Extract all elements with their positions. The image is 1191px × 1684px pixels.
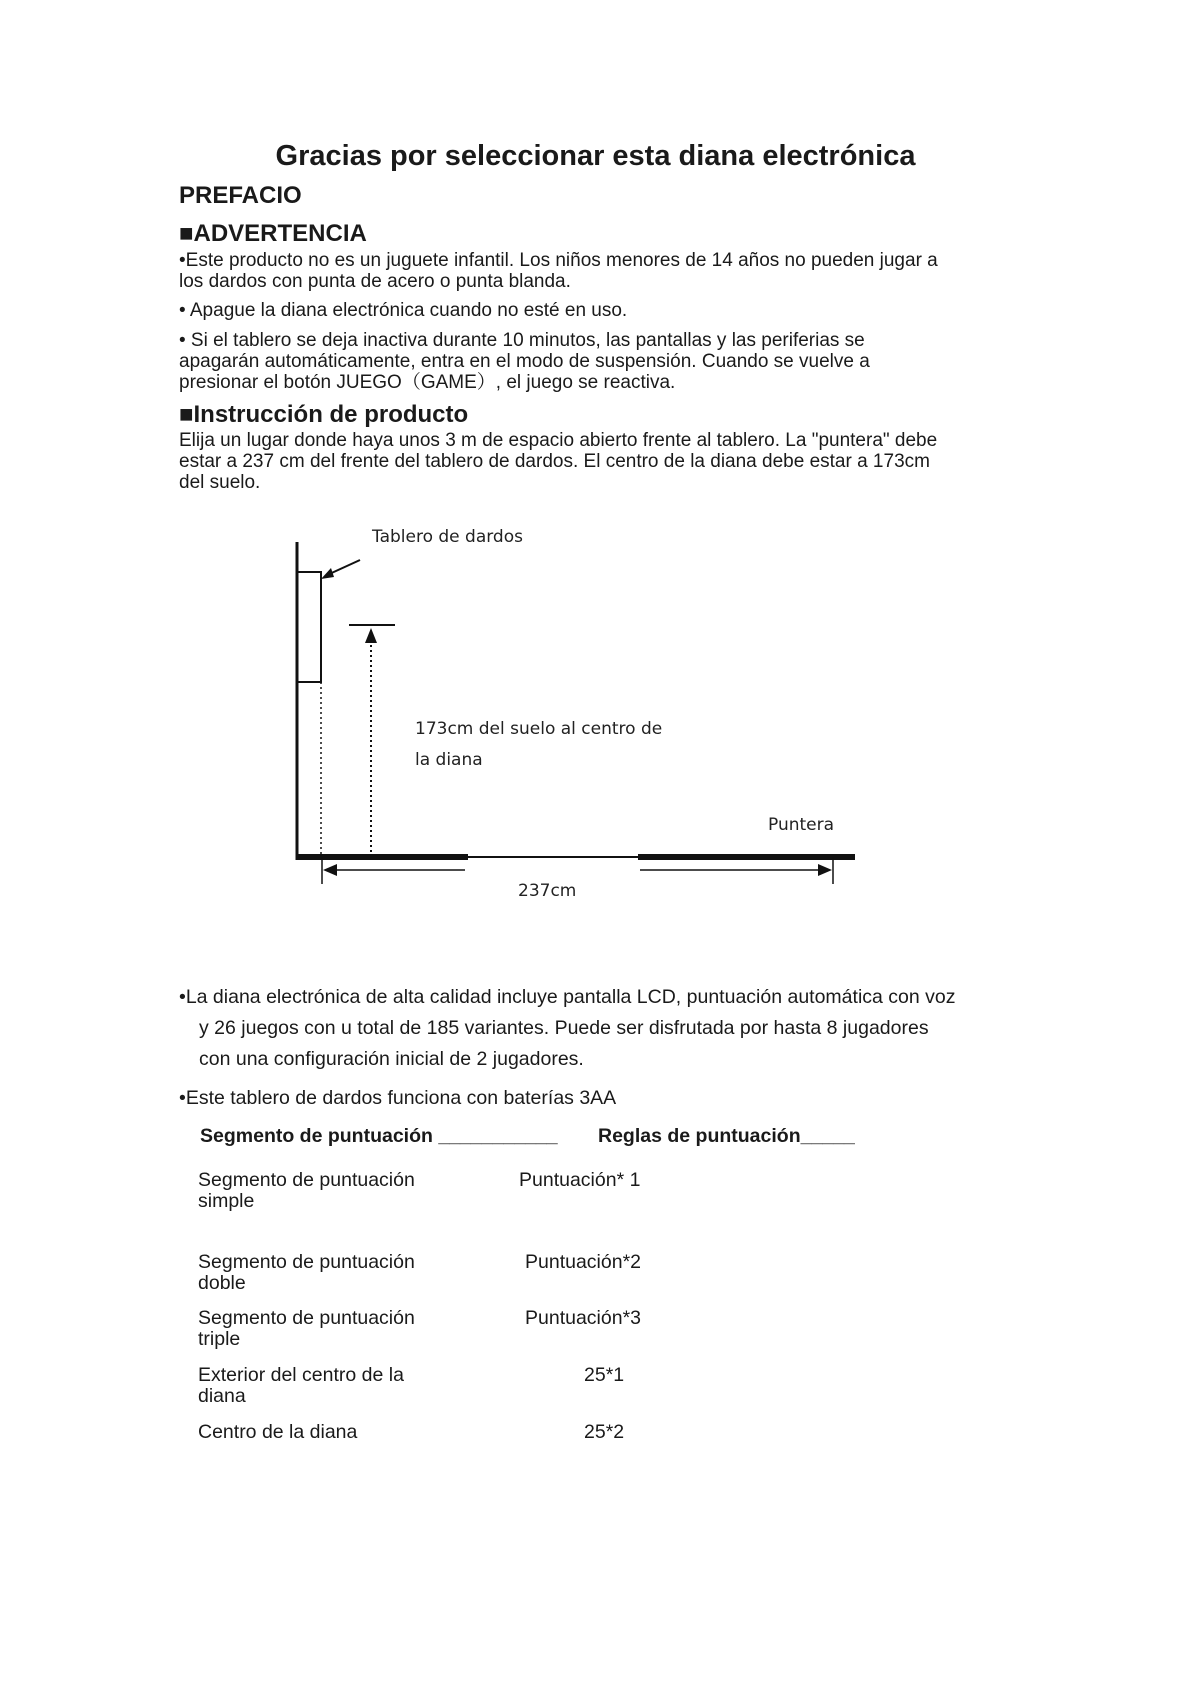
text-line: apagarán automáticamente, entra en el modo de suspensión. Cuando se vuelve a [179, 351, 870, 372]
table-cell-segment [198, 1252, 415, 1294]
warning-item [179, 250, 1029, 292]
puntera-label: Puntera [768, 815, 835, 835]
text-line: presionar el botón JUEGO（GAME）, el juego se reactiva. [179, 372, 676, 393]
board-label: Tablero de dardos [372, 527, 523, 547]
table-cell-rule: 25*2 [584, 1421, 625, 1443]
table-header-rules: Reglas de puntuación_____ [598, 1125, 855, 1147]
text-line: Centro de la diana [198, 1421, 358, 1443]
instruction-paragraph [179, 430, 1029, 493]
text-line: del suelo. [179, 472, 261, 493]
text-line: Segmento de puntuación [198, 1251, 415, 1273]
table-cell-rule: Puntuación*2 [525, 1251, 642, 1273]
text-line: triple [198, 1328, 241, 1350]
text-line: Exterior del centro de la [198, 1364, 404, 1386]
text-line: Segmento de puntuación [198, 1169, 415, 1191]
board-pointer-arrowhead [321, 568, 334, 579]
text-line: doble [198, 1272, 246, 1294]
dartboard-shape [297, 572, 321, 682]
distance-arrowhead-left [323, 864, 337, 876]
text-line: y 26 juegos con u total de 185 variantes. Puede ser disfrutada por hasta 8 jugadores [199, 1017, 929, 1039]
section-heading-advertencia: ■ADVERTENCIA [179, 220, 367, 247]
table-cell-segment [198, 1308, 415, 1350]
warning-item [179, 330, 1029, 393]
warning-item [179, 300, 1029, 321]
text-line: simple [198, 1190, 255, 1212]
table-cell-rule: 25*1 [584, 1364, 625, 1386]
batteries-note: •Este tablero de dardos funciona con baterías 3AA [179, 1087, 617, 1109]
section-heading-instruccion: ■Instrucción de producto [179, 401, 469, 428]
table-header-segment: Segmento de puntuación ___________ [200, 1125, 558, 1147]
distance-label: 237cm [518, 881, 577, 901]
table-cell-segment [198, 1422, 357, 1443]
text-line: •Este producto no es un juguete infantil. Los niños menores de 14 años no pueden jugar a [179, 250, 938, 271]
text-line: estar a 237 cm del frente del tablero de dardos. El centro de la diana debe estar a 173cm [179, 451, 930, 472]
section-heading-prefacio: PREFACIO [179, 182, 302, 209]
text-line: • Apague la diana electrónica cuando no esté en uso. [179, 300, 628, 321]
text-line: • Si el tablero se deja inactiva durante 10 minutos, las pantallas y las periferias se [179, 330, 865, 351]
page-title: Gracias por seleccionar esta diana electrónica [275, 140, 916, 172]
table-cell-rule: Puntuación*3 [525, 1307, 642, 1329]
table-cell-rule: Puntuación* 1 [519, 1169, 641, 1191]
height-label-line1: 173cm del suelo al centro de [415, 719, 663, 739]
text-line: diana [198, 1385, 246, 1407]
text-line: con una configuración inicial de 2 jugadores. [199, 1048, 584, 1070]
text-line: Elija un lugar donde haya unos 3 m de espacio abierto frente al tablero. La "puntera" debe [179, 430, 938, 451]
text-line: •La diana electrónica de alta calidad incluye pantalla LCD, puntuación automática con voz [179, 986, 956, 1008]
table-cell-segment [198, 1365, 404, 1407]
dartboard-placement-diagram [0, 500, 1191, 920]
features-paragraph [179, 982, 1039, 1075]
table-cell-segment [198, 1170, 415, 1212]
height-arrowhead [365, 628, 377, 643]
height-label-line2: la diana [415, 750, 483, 770]
text-line: Segmento de puntuación [198, 1307, 415, 1329]
text-line: los dardos con punta de acero o punta blanda. [179, 271, 571, 292]
distance-arrowhead-right [818, 864, 832, 876]
